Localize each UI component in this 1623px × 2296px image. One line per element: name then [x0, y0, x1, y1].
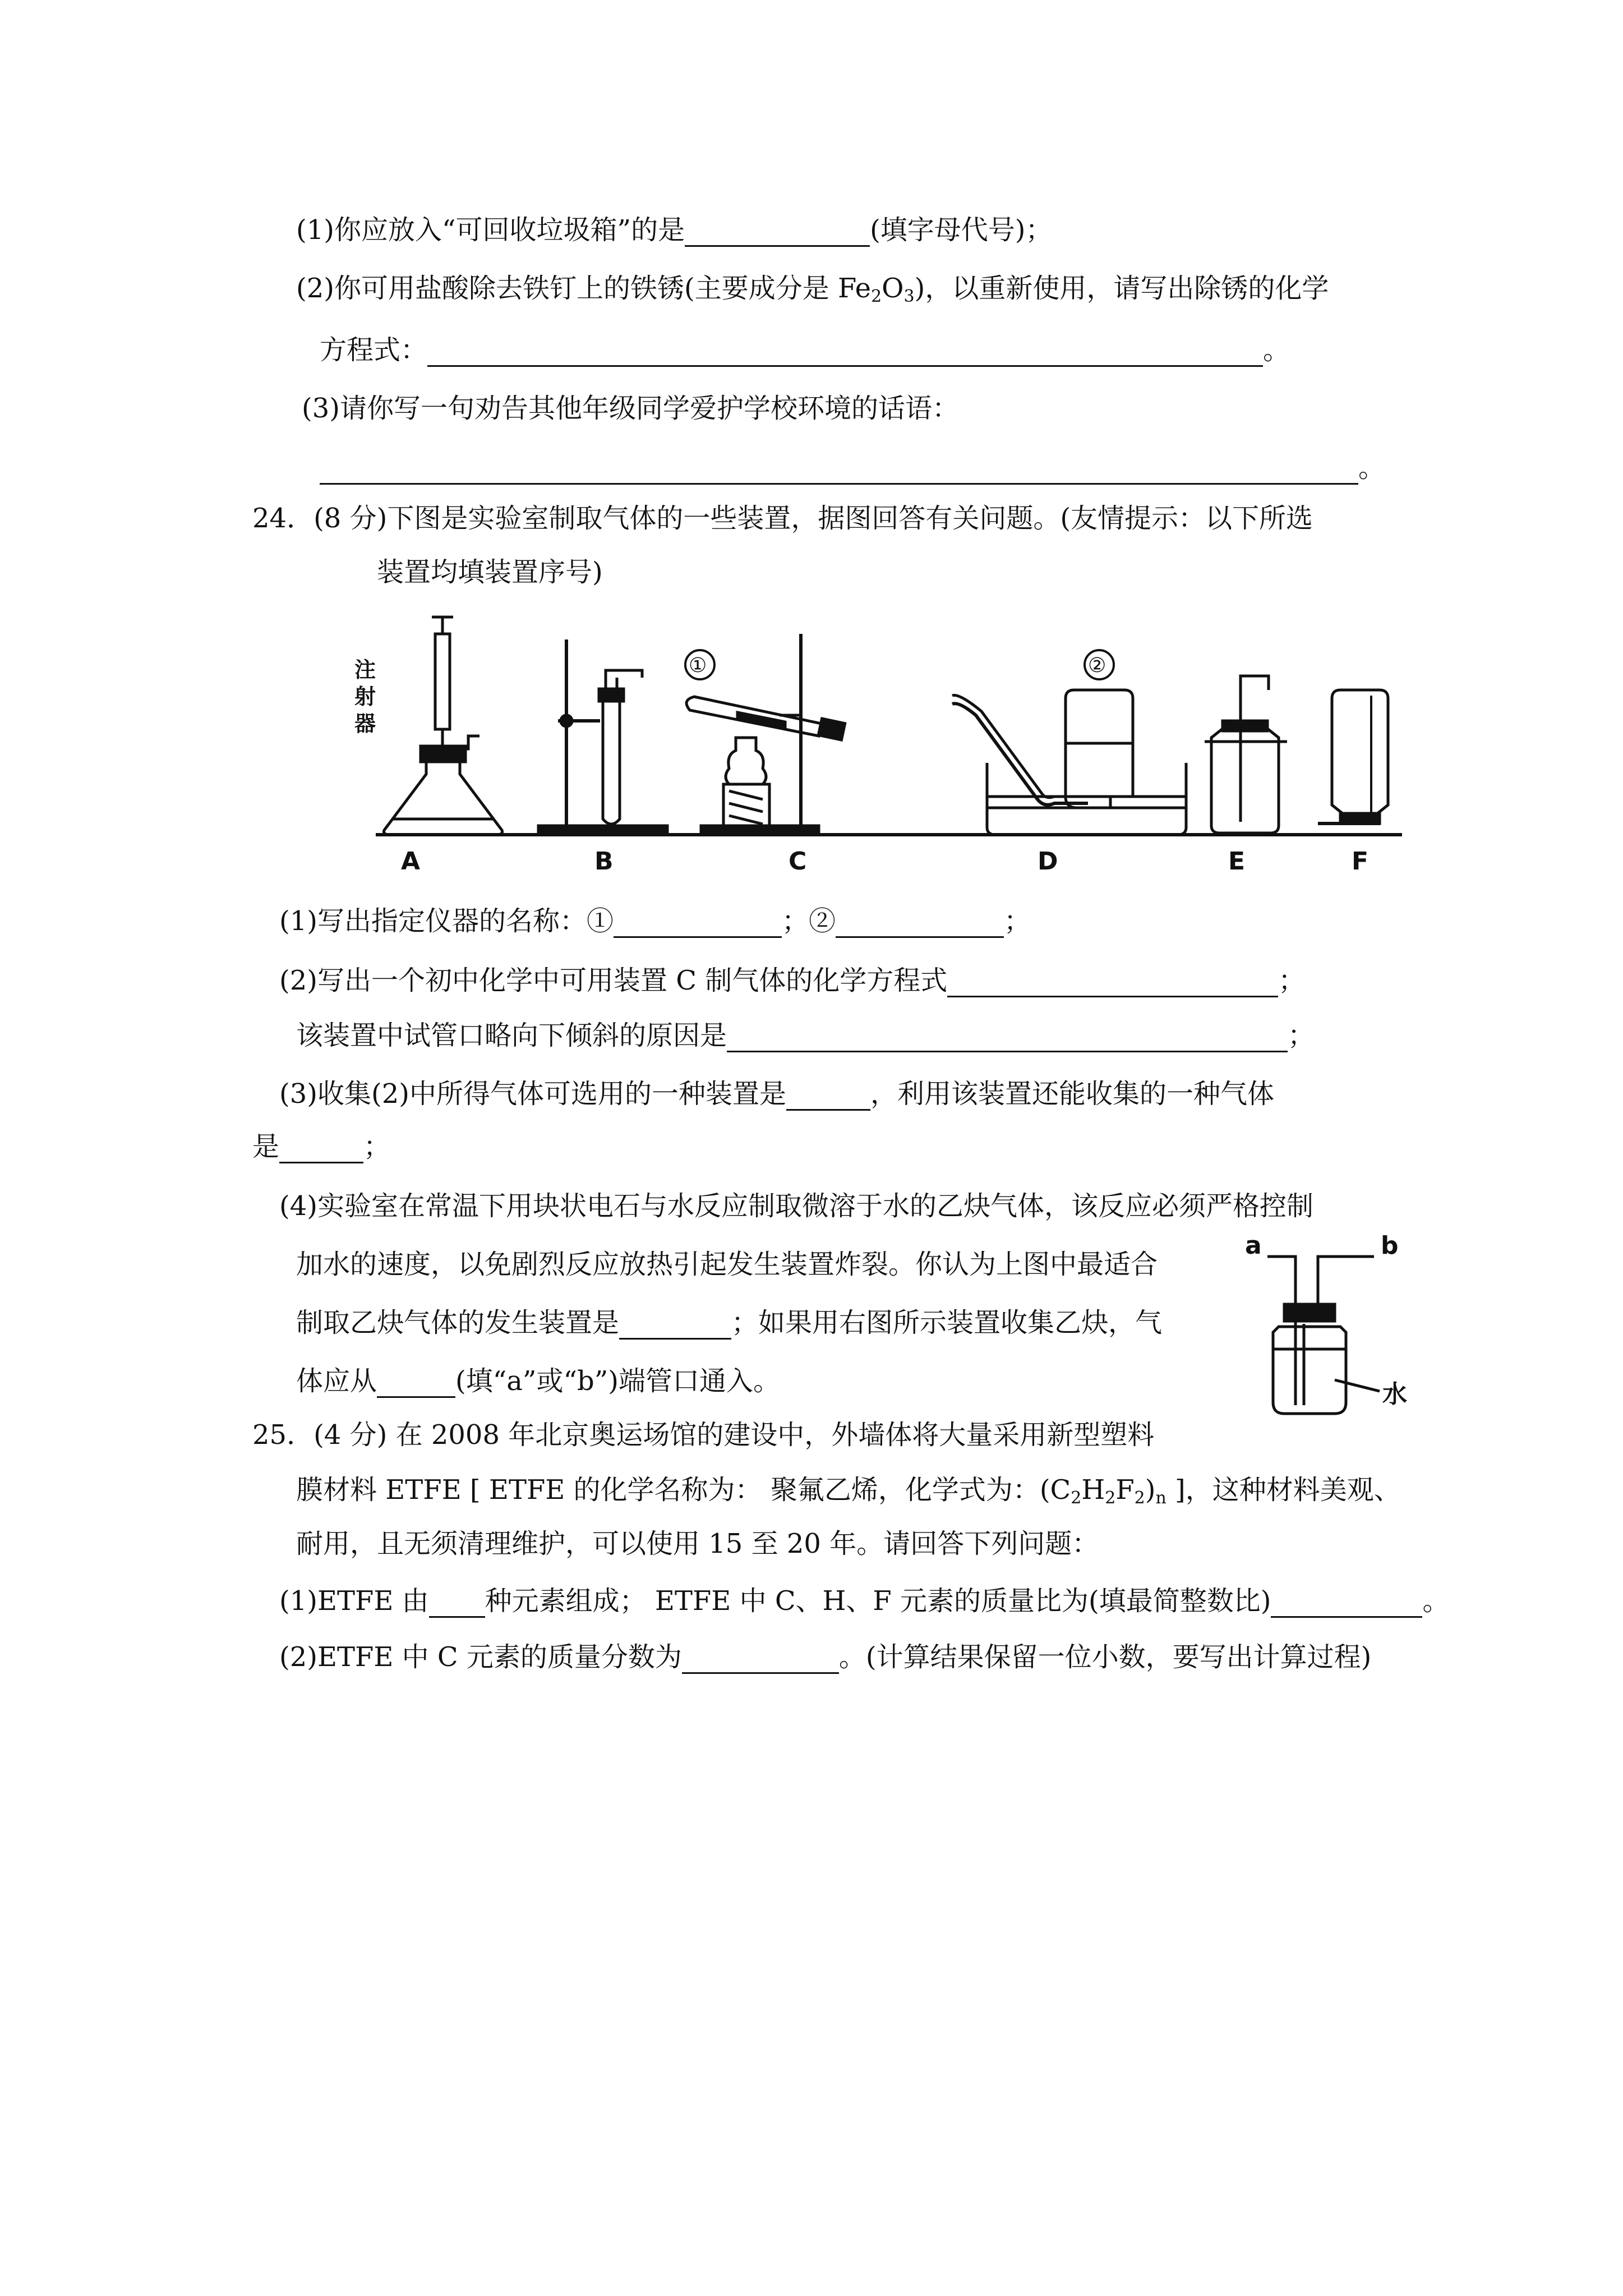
q25-part2-tail: 。(计算结果保留一位小数，要写出计算过程) — [838, 1641, 1372, 1673]
q24-part4-text1: (4)实验室在常温下用块状电石与水反应制取微溶于水的乙炔气体，该反应必须严格控制 — [279, 1190, 1313, 1222]
q23-part2-sub2: 3 — [903, 287, 915, 306]
apparatus-b-test-tube — [538, 639, 667, 835]
apparatus-d-water-collection — [952, 650, 1186, 835]
q24-part4-line3 — [296, 1306, 1162, 1340]
q25-sub-f: 2 — [1134, 1488, 1145, 1508]
q24-instrument2-blank[interactable] — [836, 912, 1004, 938]
q23-part1-text: (1)你应放入“可回收垃圾箱”的是 — [296, 214, 685, 246]
q24-collect-device-blank[interactable] — [786, 1084, 870, 1111]
q24-part3-prefix: 是 — [252, 1131, 280, 1162]
q25-element-count-blank[interactable] — [429, 1591, 485, 1618]
q24-part4-text4b: (填“a”或“b”)端管口通入。 — [455, 1365, 780, 1397]
q24-part4-line4 — [296, 1364, 780, 1398]
q25-part1-tail: 种元素组成； ETFE 中 C、H、F 元素的质量比为(填最简整数比) — [485, 1585, 1271, 1617]
q23-part2-tail: )，以重新使用，请写出除锈的化学 — [914, 273, 1329, 304]
q24-part3-end: ； — [363, 1131, 391, 1162]
q24-part2-text: (2)写出一个初中化学中可用装置 C 制气体的化学方程式 — [279, 965, 948, 996]
q25-text3: 耐用，且无须清理维护，可以使用 15 至 20 年。请回答下列问题： — [296, 1528, 1099, 1559]
q25-mass-ratio-blank[interactable] — [1271, 1591, 1422, 1618]
q24-part1-mid: ；② — [782, 905, 836, 937]
apparatus-f-inverted-bottle — [1318, 690, 1388, 823]
apparatus-e-gas-bottle — [1205, 676, 1287, 833]
q24-acetylene-device-blank[interactable] — [619, 1313, 731, 1340]
marker-2: ② — [1088, 654, 1106, 677]
inlet-a-label: a — [1245, 1234, 1262, 1260]
q23-part2-o: O — [882, 273, 904, 304]
q24-inlet-blank[interactable] — [377, 1372, 455, 1398]
q25-part1-end: 。 — [1422, 1585, 1450, 1617]
q25-part2-text: (2)ETFE 中 C 元素的质量分数为 — [279, 1641, 682, 1673]
apparatus-label-a: A — [401, 847, 421, 876]
water-label: 水 — [1382, 1380, 1407, 1409]
q24-part3-text: (3)收集(2)中所得气体可选用的一种装置是 — [279, 1078, 786, 1110]
apparatus-label-f: F — [1352, 847, 1369, 876]
q24-part2 — [279, 964, 1305, 997]
q24-part2-reason-label: 该装置中试管口略向下倾斜的原因是 — [296, 1020, 727, 1051]
q24-part2-end2: ； — [1288, 1020, 1315, 1051]
q23-part3-end: 。 — [1358, 452, 1386, 484]
q23-equation-blank[interactable] — [427, 341, 1263, 367]
q23-part3-line2 — [320, 451, 1385, 485]
q24-part4-line1 — [279, 1189, 1313, 1223]
q25-paren: ) — [1145, 1474, 1156, 1506]
q25-line2 — [296, 1473, 1401, 1507]
q24-part1 — [279, 904, 1031, 938]
q25-mass-fraction-blank[interactable] — [682, 1648, 839, 1674]
q24-part2-line2 — [296, 1019, 1315, 1052]
q24-other-gas-blank[interactable] — [279, 1137, 363, 1163]
gas-bottle-figure — [1234, 1234, 1469, 1419]
syringe-label: 注射器 — [354, 657, 376, 736]
apparatus-label-d: D — [1038, 847, 1058, 876]
q24-title-line2 — [377, 555, 603, 589]
q23-part1 — [296, 213, 1053, 247]
q23-part2-line2 — [320, 333, 1290, 367]
q24-reason-blank[interactable] — [727, 1026, 1288, 1052]
q23-part3 — [302, 392, 959, 425]
apparatus-label-c: C — [789, 847, 807, 876]
q25-sub-n: n — [1155, 1488, 1166, 1508]
q24-part4-text4: 体应从 — [296, 1365, 377, 1397]
q24-part2-end: ； — [1278, 965, 1306, 996]
q23-part2-text: (2)你可用盐酸除去铁钉上的铁锈(主要成分是 Fe — [296, 273, 872, 304]
q25-sub-c: 2 — [1071, 1488, 1082, 1508]
marker-1: ① — [689, 654, 707, 677]
q23-part1-suffix: (填字母代号)； — [870, 214, 1053, 246]
q25-part2 — [279, 1640, 1371, 1674]
q23-part3-text: (3)请你写一句劝告其他年级同学爱护学校环境的话语： — [302, 393, 959, 424]
q23-part1-blank[interactable] — [685, 220, 870, 247]
q25-part1 — [279, 1584, 1449, 1618]
q23-part2-sub: 2 — [871, 287, 882, 306]
q24-part1-end: ； — [1004, 905, 1031, 937]
q25-text2: 膜材料 ETFE [ ETFE 的化学名称为： 聚氟乙烯，化学式为：(C — [296, 1474, 1071, 1506]
q25-f: F — [1115, 1474, 1135, 1506]
q24-title-text: 24．(8 分)下图是实验室制取气体的一些装置，据图回答有关问题。(友情提示：以下所选 — [252, 503, 1313, 534]
apparatus-c-heating-tube — [685, 634, 845, 835]
q23-part2 — [296, 272, 1329, 305]
q24-equation-blank[interactable] — [947, 971, 1278, 997]
q23-part2-end: 。 — [1263, 334, 1290, 366]
q25-line1 — [252, 1418, 1154, 1452]
q24-part3-line2 — [252, 1130, 390, 1163]
q24-part3-tail: ，利用该装置还能收集的一种气体 — [870, 1078, 1275, 1110]
q25-text2b: ]，这种材料美观、 — [1166, 1474, 1401, 1506]
apparatus-label-b: B — [594, 847, 614, 876]
inlet-b-label: b — [1381, 1234, 1399, 1260]
q24-part4-line2 — [296, 1248, 1158, 1281]
apparatus-a-conical-flask — [384, 617, 502, 835]
apparatus-figure — [336, 606, 1424, 886]
q24-part4-text3b: ；如果用右图所示装置收集乙炔，气 — [731, 1307, 1163, 1338]
q23-part2-equation-label: 方程式： — [320, 334, 428, 366]
q24-title — [252, 501, 1313, 535]
q23-slogan-blank[interactable] — [320, 458, 1358, 485]
q24-part1-text: (1)写出指定仪器的名称：① — [279, 905, 614, 937]
q25-sub-h: 2 — [1105, 1488, 1116, 1508]
q24-part3 — [279, 1077, 1274, 1111]
q24-instrument1-blank[interactable] — [614, 912, 782, 938]
q25-line3 — [296, 1527, 1099, 1561]
q24-part4-text2: 加水的速度，以免剧烈反应放热引起发生装置炸裂。你认为上图中最适合 — [296, 1249, 1158, 1280]
q25-text1: 25．(4 分) 在 2008 年北京奥运场馆的建设中，外墙体将大量采用新型塑料 — [252, 1419, 1155, 1451]
q24-part4-text3: 制取乙炔气体的发生装置是 — [296, 1307, 620, 1338]
apparatus-label-e: E — [1228, 847, 1246, 876]
q25-h: H — [1081, 1474, 1105, 1506]
q25-part1-text: (1)ETFE 由 — [279, 1585, 429, 1617]
q24-title-text2: 装置均填装置序号) — [377, 556, 603, 588]
